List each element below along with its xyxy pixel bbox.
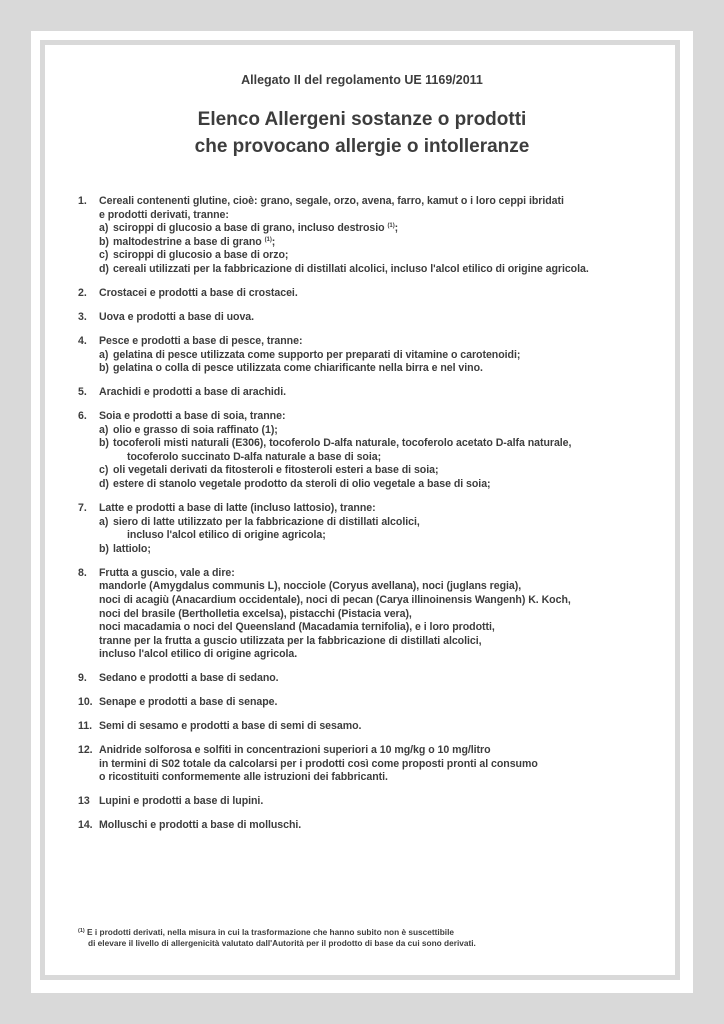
exception-text: sciroppi di glucosio a base di orzo; [113, 249, 289, 262]
allergen-exception [99, 516, 648, 543]
exception-text-line [113, 236, 648, 250]
allergen-item [78, 672, 648, 686]
allergen-item [78, 819, 648, 833]
exception-letter: d) [99, 478, 109, 491]
allergen-item-text: Pesce e prodotti a base di pesce, tranne: [99, 334, 303, 347]
exception-text: cereali utilizzati per la fabbricazione di distillati alcolici, incluso l'alcol etilico di origine agricola. [113, 262, 589, 275]
allergen-item-number: 10. [78, 696, 93, 709]
allergen-item-text: Uova e prodotti a base di uova. [99, 310, 255, 323]
exception-letter: a) [99, 222, 109, 235]
allergen-item-number: 14. [78, 819, 93, 832]
footnote-reference: (1) [387, 223, 395, 230]
exception-letter: b) [99, 437, 109, 450]
exception-text-line [113, 516, 648, 530]
allergen-item [78, 567, 648, 662]
allergen-exception [99, 263, 648, 277]
allergen-item [78, 502, 648, 556]
allergen-item-number: 4. [78, 334, 87, 347]
allergen-exception [99, 236, 648, 250]
allergen-item-number: 7. [78, 502, 87, 515]
allergen-list [78, 195, 648, 843]
footnote [78, 926, 638, 949]
allergen-item-text: noci del brasile (Bertholletia excelsa), pistacchi (Pistacia vera), [99, 607, 412, 620]
footnote-text-1: E i prodotti derivati, nella misura in cui la trasformazione che hanno subito non è suscettibile [87, 927, 455, 937]
exception-text: tocoferoli misti naturali (E306), tocoferolo D-alfa naturale, tocoferolo acetato D-alfa naturale, [113, 437, 572, 450]
allergen-exception [99, 478, 648, 492]
exception-text: tocoferolo succinato D-alfa naturale a base di soia; [127, 450, 382, 463]
exception-text: siero di latte utilizzato per la fabbricazione di distillati alcolici, [113, 515, 420, 528]
allergen-item-text: Senape e prodotti a base di senape. [99, 696, 278, 709]
exception-text-line [113, 349, 648, 363]
document-title [0, 106, 724, 160]
allergen-item-number: 11. [78, 720, 92, 733]
exception-text: gelatina o colla di pesce utilizzata come chiarificante nella birra e nel vino. [113, 362, 483, 375]
exception-letter: c) [99, 249, 109, 262]
footnote-line-2: di elevare il livello di allergenicità valutato dall'Autorità per il prodotto di base da cui sono derivati. [88, 938, 476, 948]
allergen-exception [99, 349, 648, 363]
exception-text: lattiolo; [113, 542, 151, 555]
annex-heading: Allegato II del regolamento UE 1169/2011 [241, 73, 483, 87]
allergen-item [78, 696, 648, 710]
allergen-item-text: tranne per la frutta a guscio utilizzata per la fabbricazione di distillati alcolici, [99, 634, 482, 647]
allergen-item-number: 2. [78, 286, 87, 299]
exception-text-line [113, 437, 648, 451]
allergen-exception [99, 424, 648, 438]
allergen-item [78, 311, 648, 325]
allergen-item-number: 8. [78, 566, 87, 579]
allergen-item-text: Latte e prodotti a base di latte (incluso lattosio), tranne: [99, 502, 376, 515]
exception-text-line [113, 362, 648, 376]
exception-text: gelatina di pesce utilizzata come supporto per preparati di vitamine o carotenoidi; [113, 348, 521, 361]
exception-text: olio e grasso di soia raffinato (1); [113, 423, 278, 436]
allergen-item-text: noci di acagiù (Anacardium occidentale), noci di pecan (Carya illinoinensis Wangenh) K. Koch, [99, 593, 571, 606]
allergen-item-text: Soia e prodotti a base di soia, tranne: [99, 410, 286, 423]
exception-text-line [113, 543, 648, 557]
exception-letter: b) [99, 542, 109, 555]
allergen-exception [99, 362, 648, 376]
exception-text-line [113, 249, 648, 263]
exception-text-line [113, 424, 648, 438]
exception-letter: b) [99, 235, 109, 248]
exception-letter: a) [99, 348, 109, 361]
title-line-1: Elenco Allergeni sostanze o prodotti [197, 109, 527, 130]
allergen-item [78, 287, 648, 301]
allergen-item [78, 795, 648, 809]
allergen-exception [99, 437, 648, 464]
exception-letter: a) [99, 423, 109, 436]
allergen-item-text: Sedano e prodotti a base di sedano. [99, 672, 279, 685]
allergen-item-text: Arachidi e prodotti a base di arachidi. [99, 386, 287, 399]
allergen-item [78, 410, 648, 492]
exception-text-line [113, 263, 648, 277]
allergen-item-text: Anidride solforosa e solfiti in concentrazioni superiori a 10 mg/kg o 10 mg/litro [99, 744, 491, 757]
exception-text-line [113, 478, 648, 492]
footnote-reference: (1) [264, 236, 272, 243]
allergen-item [78, 386, 648, 400]
allergen-item-text: Crostacei e prodotti a base di crostacei. [99, 286, 298, 299]
allergen-item-text: Semi di sesamo e prodotti a base di semi di sesamo. [99, 720, 362, 733]
allergen-item-number: 12. [78, 744, 93, 757]
allergen-item-text: mandorle (Amygdalus communis L), nocciole (Coryus avellana), noci (juglans regia), [99, 580, 522, 593]
exception-text: estere di stanolo vegetale prodotto da steroli di olio vegetale a base di soia; [113, 478, 491, 491]
exception-letter: d) [99, 262, 109, 275]
allergen-item-number: 3. [78, 310, 87, 323]
allergen-exception [99, 464, 648, 478]
allergen-item-text: Cereali contenenti glutine, cioè: grano, segale, orzo, avena, farro, kamut o i loro ceppi ibridati [99, 195, 564, 207]
allergen-item-text: Lupini e prodotti a base di lupini. [99, 795, 264, 808]
allergen-item-text: o ricostituiti conformemente alle istruzioni dei fabbricanti. [99, 771, 388, 784]
allergen-item [78, 744, 648, 785]
allergen-item-number: 1. [78, 195, 87, 207]
allergen-exception [99, 543, 648, 557]
allergen-item-text: Frutta a guscio, vale a dire: [99, 566, 235, 579]
allergen-item-text: incluso l'alcol etilico di origine agricola. [99, 648, 298, 661]
allergen-item [78, 195, 648, 277]
allergen-item [78, 720, 648, 734]
footnote-mark: (1) [78, 928, 85, 934]
allergen-exception [99, 222, 648, 236]
allergen-item-text: in termini di S02 totale da calcolarsi per i prodotti così come proposti pronti al consumo [99, 757, 538, 770]
exception-text-line [113, 451, 648, 465]
exception-text: incluso l'alcol etilico di origine agricola; [127, 529, 326, 542]
allergen-item-number: 6. [78, 410, 87, 423]
exception-letter: b) [99, 362, 109, 375]
exception-punctuation: ; [394, 222, 399, 235]
exception-punctuation: ; [271, 235, 276, 248]
exception-text: oli vegetali derivati da fitosteroli e fitosteroli esteri a base di soia; [113, 464, 439, 477]
exception-text-line [113, 464, 648, 478]
exception-text: sciroppi di glucosio a base di grano, incluso destrosio [113, 222, 385, 235]
exception-text-line [113, 222, 648, 236]
allergen-item-number: 13 [78, 795, 90, 808]
exception-letter: c) [99, 464, 109, 477]
title-line-2: che provocano allergie o intolleranze [194, 136, 530, 157]
allergen-item [78, 335, 648, 376]
allergen-item-number: 9. [78, 672, 87, 685]
allergen-item-text: Molluschi e prodotti a base di molluschi. [99, 819, 302, 832]
allergen-item-text: noci macadamia o noci del Queensland (Macadamia ternifolia), e i loro prodotti, [99, 621, 495, 634]
allergen-exception [99, 249, 648, 263]
footnote-line-1 [78, 926, 638, 938]
allergen-item-text: e prodotti derivati, tranne: [99, 208, 229, 221]
exception-text-line [113, 529, 648, 543]
exception-letter: a) [99, 515, 109, 528]
exception-text: maltodestrine a base di grano [113, 235, 262, 248]
allergen-item-number: 5. [78, 386, 87, 399]
